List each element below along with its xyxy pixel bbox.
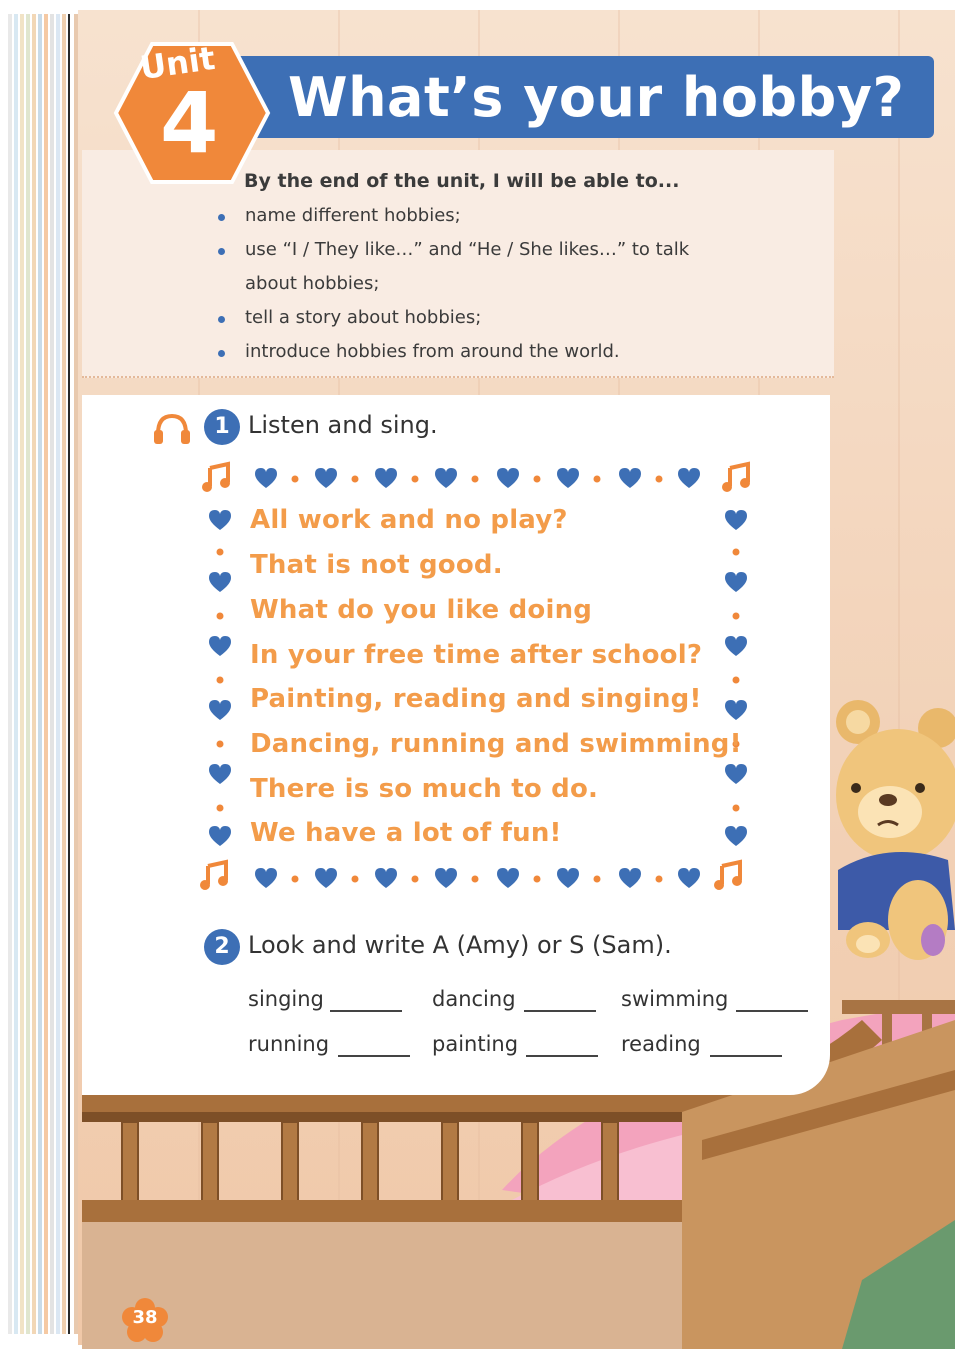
answer-blank[interactable] [526, 1055, 598, 1057]
hobby-word: swimming [621, 987, 729, 1011]
headphones-icon[interactable] [152, 412, 192, 446]
song-lyric-line: Painting, reading and singing! [250, 684, 702, 714]
answer-blank[interactable] [330, 1010, 402, 1012]
page-number: 38 [132, 1307, 158, 1328]
music-note-icon [202, 464, 230, 492]
song-lyric-line: In your free time after school? [250, 640, 703, 670]
song-lyric-line: There is so much to do. [250, 774, 599, 804]
answer-blank[interactable] [736, 1010, 808, 1012]
answer-blank[interactable] [710, 1055, 782, 1057]
objective-item: tell a story about hobbies; [245, 307, 482, 328]
unit-label: Unit [137, 38, 218, 88]
music-note-icon [714, 862, 742, 890]
bullet-icon [218, 248, 225, 255]
teddy-bear-illustration [828, 700, 955, 990]
bullet-icon [218, 316, 225, 323]
objective-item-continued: about hobbies; [245, 273, 380, 294]
section-2-title: Look and write A (Amy) or S (Sam). [248, 931, 672, 959]
hobby-word: running [248, 1032, 330, 1056]
section-1-title: Listen and sing. [248, 411, 438, 439]
song-lyric-line: All work and no play? [250, 505, 568, 535]
song-lyric-line: We have a lot of fun! [250, 818, 562, 848]
objective-item: name different hobbies; [245, 205, 461, 226]
unit-number: 4 [160, 74, 219, 172]
hobby-word: dancing [432, 987, 516, 1011]
answer-blank[interactable] [338, 1055, 410, 1057]
bullet-icon [218, 214, 225, 221]
answer-blank[interactable] [524, 1010, 596, 1012]
hobby-word: painting [432, 1032, 519, 1056]
bullet-icon [218, 350, 225, 357]
hobby-word: reading [621, 1032, 701, 1056]
song-lyric-line: That is not good. [250, 550, 503, 580]
objective-item: introduce hobbies from around the world. [245, 341, 620, 362]
song-lyric-line: What do you like doing [250, 595, 593, 625]
section-number-2: 2 [204, 929, 240, 965]
song-lyric-line: Dancing, running and swimming! [250, 729, 742, 759]
objective-item: use “I / They like…” and “He / She likes…” to talk [245, 239, 690, 260]
book-page-edges [0, 0, 80, 1349]
music-note-icon [200, 862, 228, 890]
hobby-word: singing [248, 987, 324, 1011]
page-title: What’s your hobby? [288, 66, 905, 129]
music-note-icon [722, 464, 750, 492]
section-number-1: 1 [204, 409, 240, 445]
objectives-intro: By the end of the unit, I will be able to... [244, 170, 680, 192]
